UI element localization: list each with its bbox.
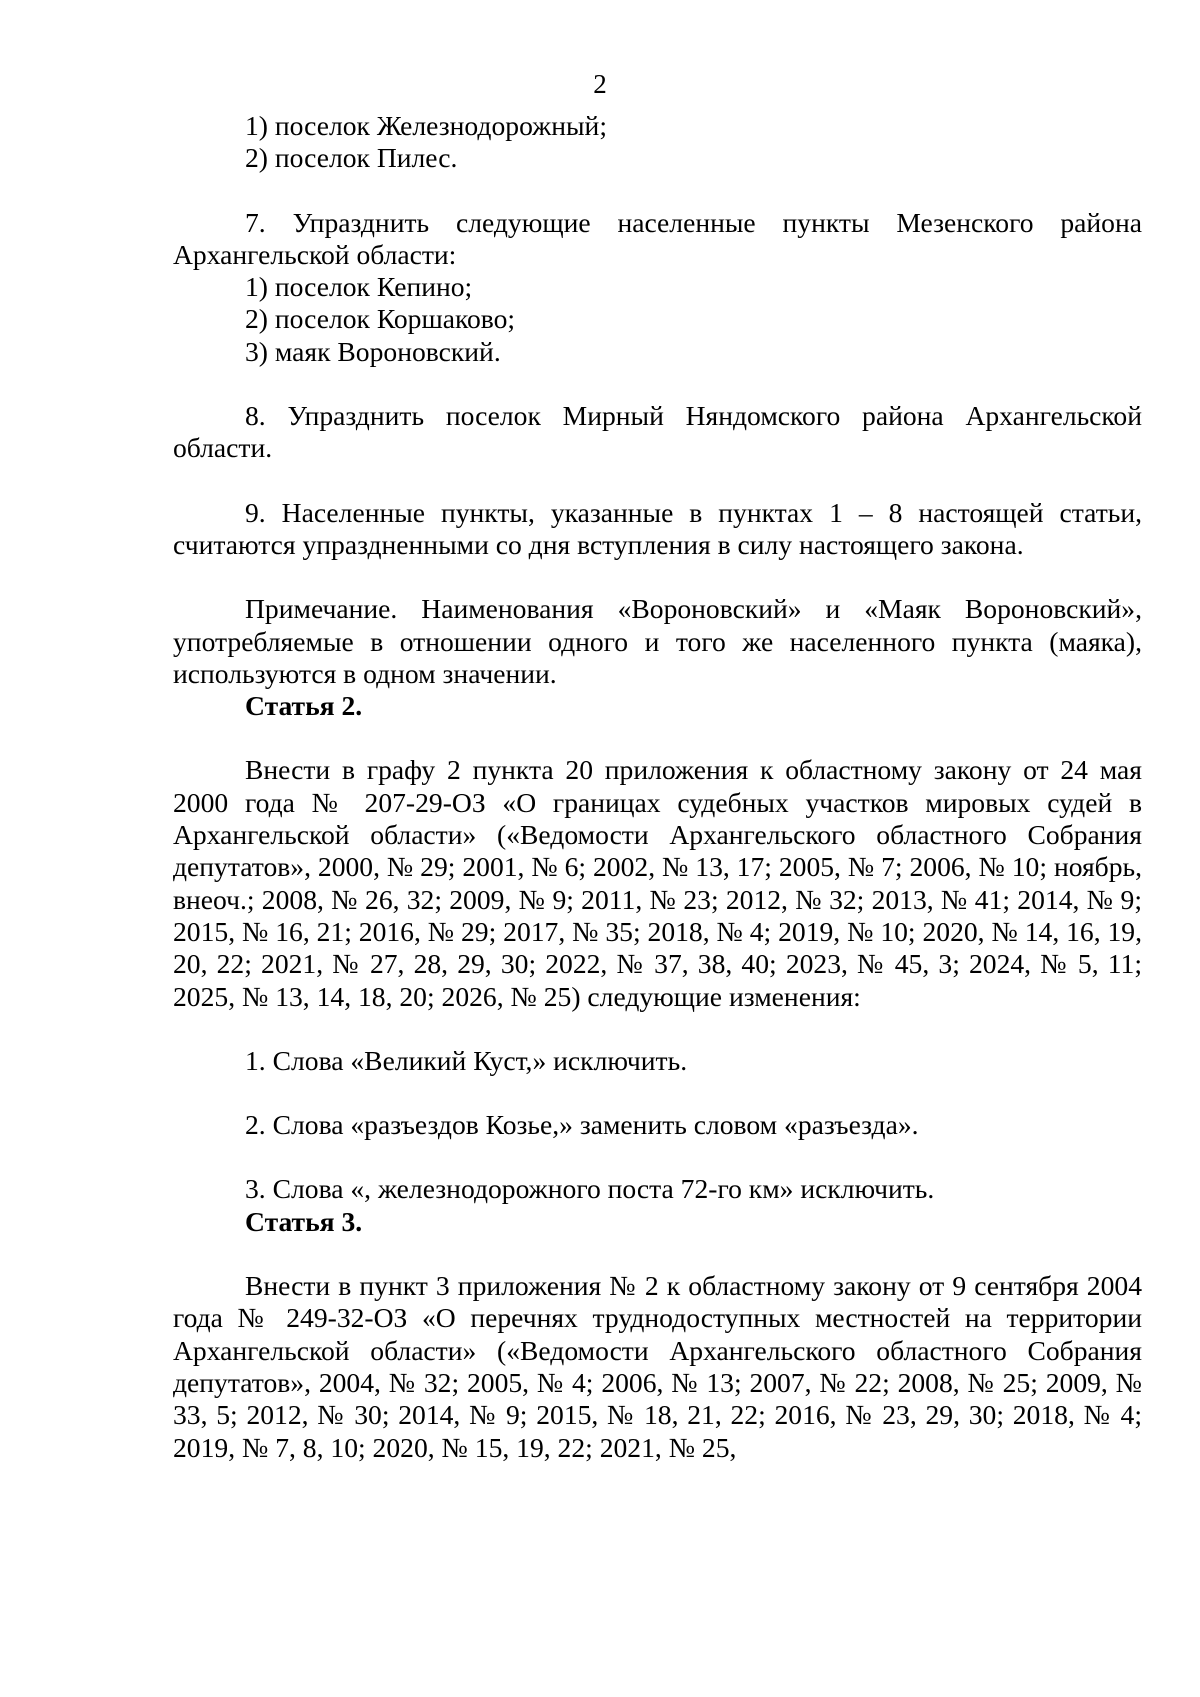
article-heading: Статья 2. bbox=[245, 690, 363, 722]
paragraph: 7. Упразднить следующие населенные пункты Мезенского района Архангельской области: bbox=[173, 206, 1142, 270]
document-body bbox=[173, 110, 1142, 1464]
paragraph: 9. Населенные пункты, указанные в пунктах 1 – 8 настоящей статьи, считаются упраздненными со дня вступления в силу настоящего закона. bbox=[173, 496, 1142, 560]
page-number: 2 bbox=[593, 69, 607, 99]
article-heading: Статья 3. bbox=[245, 1205, 363, 1237]
list-item: 2) поселок Коршаково; bbox=[245, 303, 516, 335]
paragraph: Внести в пункт 3 приложения № 2 к областному закону от 9 сентября 2004 года № 249-32-ОЗ «О перечнях труднодоступных местностей на территории Архангельской области» («Ведомости Архангельского областного Собрания депутатов», 2004, № 32; 2005, № 4; 2006, № 13; 2007, № 22; 2008, № 25; 2009, № 33, 5; 2012, № 30; 2014, № 9; 2015, № 18, 21, 22; 2016, № 23, 29, 30; 2018, № 4; 2019, № 7, 8, 10; 2020, № 15, 19, 22; 2021, № 25, bbox=[173, 1270, 1142, 1463]
list-item: 1) поселок Железнодорожный; bbox=[245, 110, 607, 141]
list-item: 1) поселок Кепино; bbox=[245, 271, 473, 303]
paragraph: Внести в графу 2 пункта 20 приложения к областному закону от 24 мая 2000 года № 207-29-ОЗ «О границах судебных участков мировых судей в Архангельской области» («Ведомости Архангельского областного Собрания депутатов», 2000, № 29; 2001, № 6; 2002, № 13, 17; 2005, № 7; 2006, № 10; ноябрь, внеоч.; 2008, № 26, 32; 2009, № 9; 2011, № 23; 2012, № 32; 2013, № 41; 2014, № 9; 2015, № 16, 21; 2016, № 29; 2017, № 35; 2018, № 4; 2019, № 10; 2020, № 14, 16, 19, 20, 22; 2021, № 27, 28, 29, 30; 2022, № 37, 38, 40; 2023, № 45, 3; 2024, № 5, 11; 2025, № 13, 14, 18, 20; 2026, № 25) следующие изменения: bbox=[173, 754, 1142, 1012]
paragraph: 2. Слова «разъездов Козье,» заменить словом «разъезда». bbox=[245, 1109, 919, 1141]
paragraph: Примечание. Наименования «Вороновский» и «Маяк Вороновский», употребляемые в отношении одного и того же населенного пункта (маяка), используются в одном значении. bbox=[173, 593, 1142, 689]
list-item: 3) маяк Вороновский. bbox=[245, 335, 501, 367]
paragraph: 3. Слова «, железнодорожного поста 72-го км» исключить. bbox=[245, 1173, 935, 1205]
paragraph: 8. Упразднить поселок Мирный Няндомского района Архангельской области. bbox=[173, 400, 1142, 464]
list-item: 2) поселок Пилес. bbox=[245, 142, 458, 174]
paragraph: 1. Слова «Великий Куст,» исключить. bbox=[245, 1044, 688, 1076]
